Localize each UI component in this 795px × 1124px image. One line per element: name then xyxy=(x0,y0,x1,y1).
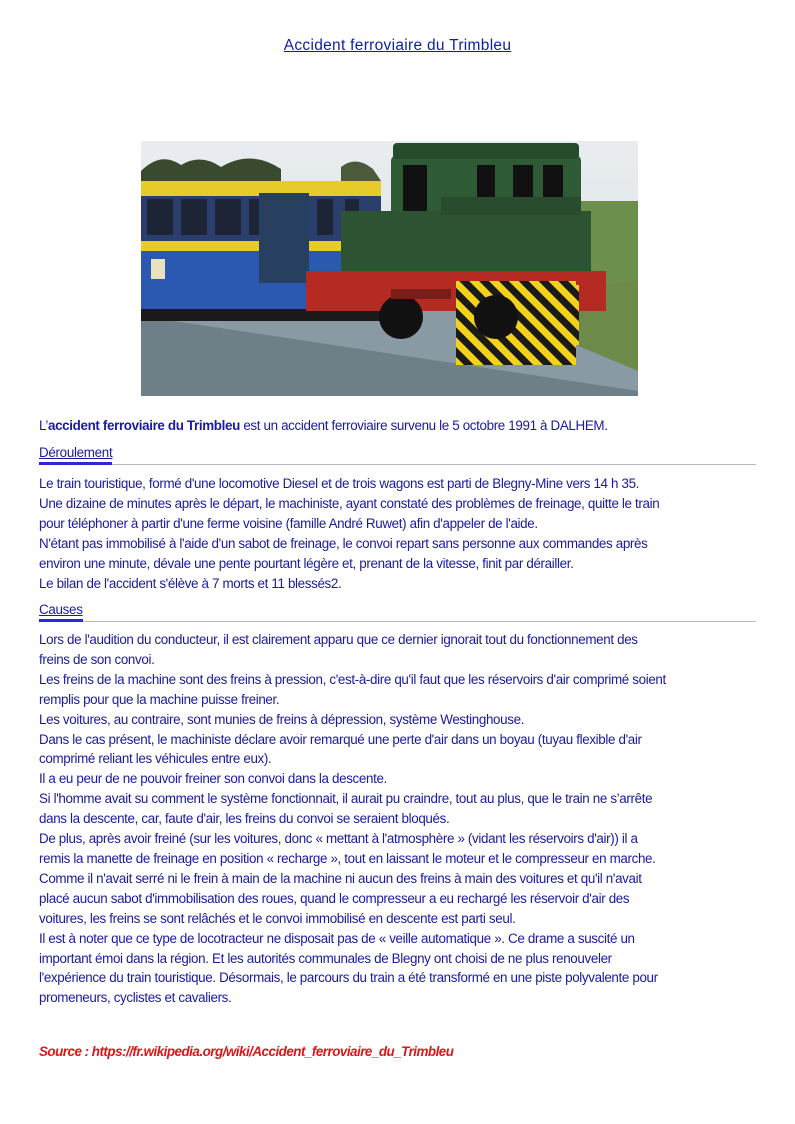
text-line: pour téléphoner à partir d'une ferme voisine (famille André Ruwet) afin d'appeler de l'aide. xyxy=(39,515,538,531)
intro-prefix: L’ xyxy=(39,418,48,433)
intro-paragraph xyxy=(39,416,759,436)
source-link[interactable]: Source : https://fr.wikipedia.org/wiki/Accident_ferroviaire_du_Trimbleu xyxy=(39,1044,454,1059)
intro-bold-term: accident ferroviaire du Trimbleu xyxy=(47,418,240,433)
text-line: Les voitures, au contraire, sont munies de freins à dépression, système Westinghouse. xyxy=(39,711,525,727)
text-line: placé aucun sabot d'immobilisation des roues, quand le compresseur a eu rechargé les réservoir d'air des xyxy=(39,890,630,906)
section-heading-deroulement xyxy=(39,443,756,465)
section-body-causes xyxy=(39,630,759,1008)
page-title[interactable]: Accident ferroviaire du Trimbleu xyxy=(283,37,512,54)
text-line: Les freins de la machine sont des freins à pression, c'est-à-dire qu'il faut que les réservoirs d'air comprimé soient xyxy=(39,671,666,687)
section-heading-label: Déroulement xyxy=(39,443,112,465)
text-line: dans la descente, car, faute d'air, les freins du convoi se seraient bloqués. xyxy=(39,811,450,827)
intro-rest: est un accident ferroviaire survenu le 5 octobre 1991 à DALHEM. xyxy=(239,418,608,433)
train-photo xyxy=(141,141,638,396)
text-line: Une dizaine de minutes après le départ, le machiniste, ayant constaté des problèmes de freinage, quitte le train xyxy=(39,495,660,511)
text-line: Il est à noter que ce type de locotracteur ne disposait pas de « veille automatique ». Ce drame a suscité un xyxy=(39,930,635,946)
text-line: Le bilan de l'accident s'élève à 7 morts et 11 blessés2. xyxy=(39,575,342,591)
text-line: Lors de l'audition du conducteur, il est clairement apparu que ce dernier ignorait tout du fonctionnement des xyxy=(39,632,638,647)
section-heading-causes xyxy=(39,600,756,622)
section-heading-label: Causes xyxy=(39,600,83,622)
text-line: De plus, après avoir freiné (sur les voitures, donc « mettant à l'atmosphère » (vidant les réservoirs d'air)) il a xyxy=(39,831,638,847)
text-line: voitures, les freins se sont relâchés et le convoi immobilisé en descente est parti seul. xyxy=(39,910,516,926)
text-line: Si l'homme avait su comment le système fonctionnait, il aurait pu craindre, tout au plus, que le train ne s’arrête xyxy=(39,791,653,807)
text-line: Comme il n'avait serré ni le frein à main de la machine ni aucun des freins à main des voitures et qu'il n'avait xyxy=(39,870,642,886)
text-line: N'étant pas immobilisé à l'aide d'un sabot de freinage, le convoi repart sans personne aux commandes après xyxy=(39,535,648,551)
text-line: Dans le cas présent, le machiniste déclare avoir remarqué une perte d'air dans un boyau (tuyau flexible d'air xyxy=(39,731,642,747)
text-line: remplis pour que la machine puisse freiner. xyxy=(39,691,280,707)
text-line: Le train touristique, formé d'une locomotive Diesel et de trois wagons est parti de Blegny-Mine vers 14 h 35. xyxy=(39,476,640,491)
text-line: Il a eu peur de ne pouvoir freiner son convoi dans la descente. xyxy=(39,771,387,787)
text-line: environ une minute, dévale une pente pourtant légère et, prenant de la vitesse, finit par dérailler. xyxy=(39,555,574,571)
text-line: remis la manette de freinage en position « recharge », tout en laissant le moteur et le compresseur en marche. xyxy=(39,850,656,866)
text-line: important émoi dans la région. Et les autorités communales de Blegny ont choisi de ne plus renouveler xyxy=(39,950,612,966)
text-line: l'expérience du train touristique. Désormais, le parcours du train a été transformé en une piste polyvalente pour xyxy=(39,970,658,986)
text-line: promeneurs, cyclistes et cavaliers. xyxy=(39,990,232,1006)
text-line: freins de son convoi. xyxy=(39,651,155,667)
section-body-deroulement xyxy=(39,474,759,593)
text-line: comprimé reliant les véhicules entre eux). xyxy=(39,751,272,767)
